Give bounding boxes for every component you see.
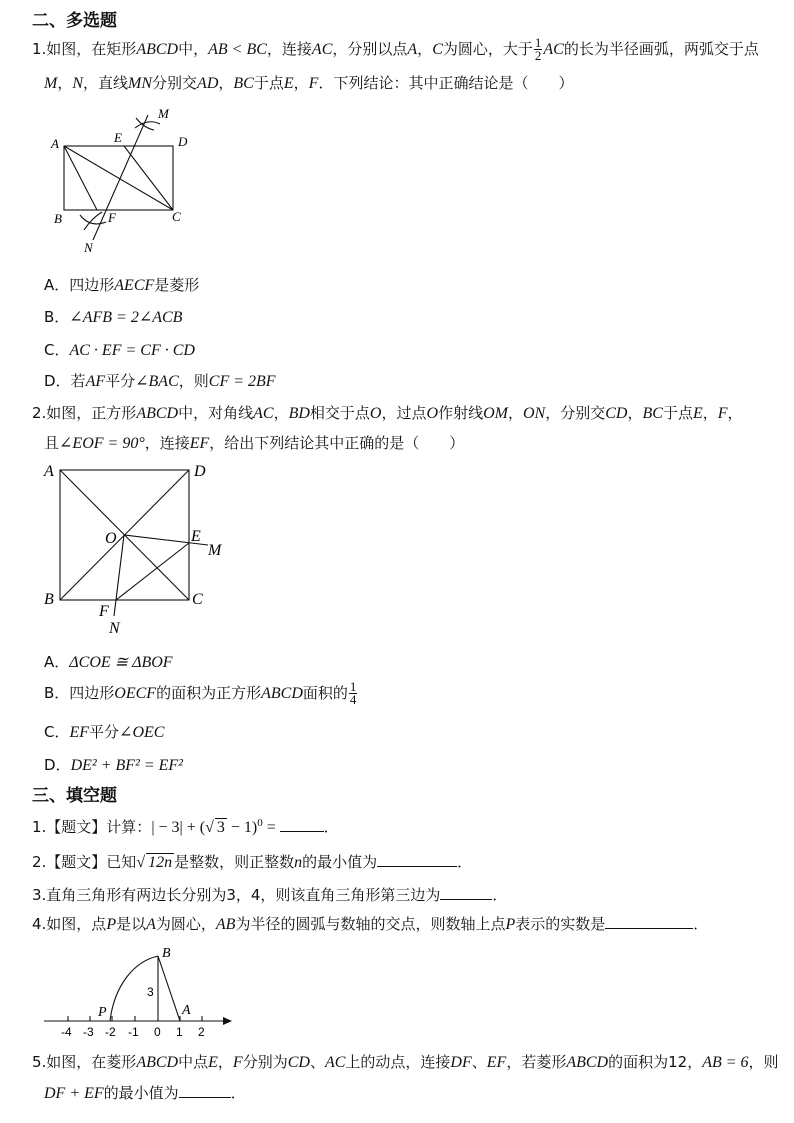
math: F (717, 405, 728, 422)
tick-label: -3 (83, 1025, 94, 1039)
label-P: P (98, 1005, 107, 1020)
text: ． (492, 886, 508, 904)
text: 2.【题文】已知 (32, 853, 137, 871)
fill-q4 (32, 913, 708, 934)
text: ， (702, 404, 718, 422)
option-text: 平分 (105, 372, 136, 390)
label-F: F (99, 603, 109, 620)
q2-option-d[interactable] (44, 754, 183, 775)
option-text: D．若 (44, 372, 86, 390)
text: 1.如图，在矩形 (32, 40, 137, 58)
sqrt-radicand: 3 (216, 819, 225, 836)
section-heading-multiple-choice: 二、多选题 (32, 11, 117, 31)
text: 是以 (116, 915, 147, 933)
q1-option-c[interactable] (44, 339, 195, 360)
math: ∠AFB = 2∠ACB (69, 309, 183, 326)
math: DE² + BF² = EF² (70, 757, 183, 774)
label-M: M (158, 106, 169, 121)
text: ，连接 (266, 40, 312, 58)
label-A: A (51, 136, 59, 151)
math: EF (189, 435, 210, 452)
math: P (106, 916, 117, 933)
option-text: B．四边形 (44, 684, 115, 702)
q1-option-b[interactable] (44, 306, 182, 327)
option-text: D． (44, 756, 71, 774)
sqrt: √ 12n (136, 854, 173, 871)
text: 为圆心， (155, 915, 216, 933)
math: − 1) (226, 819, 258, 836)
label-A: A (44, 463, 54, 480)
math: | − 3| + ( (151, 819, 206, 836)
math: F (308, 75, 319, 92)
option-text: 是菱形 (154, 276, 200, 294)
math: P (505, 916, 516, 933)
math: AC (543, 41, 564, 58)
math: BC (642, 405, 663, 422)
math: ABCD (136, 405, 179, 422)
q2-option-c[interactable] (44, 721, 164, 742)
math: AB = 6 (702, 1054, 749, 1071)
math: CD (605, 405, 628, 422)
math: E (692, 405, 703, 422)
math: AC (253, 405, 274, 422)
text: ， (217, 1053, 233, 1071)
math: = (262, 819, 280, 836)
math: ∠BAC (135, 373, 179, 390)
numerator: 1 (349, 679, 357, 694)
text: 分别为 (242, 1053, 288, 1071)
text: ，若菱形 (506, 1053, 567, 1071)
text: ，则 (748, 1053, 779, 1071)
text: ，过点 (381, 404, 427, 422)
label-F: F (108, 210, 116, 225)
text: 4.如图，点 (32, 915, 107, 933)
text: ． (230, 1084, 246, 1102)
text: ，分别交 (545, 404, 606, 422)
option-text: C． (44, 341, 70, 359)
math: ∠EOF = 90° (59, 435, 145, 452)
math: OECF (114, 685, 157, 702)
sqrt: √ 3 (205, 819, 225, 836)
text: ， (273, 404, 289, 422)
tick-label: -2 (105, 1025, 116, 1039)
math: AB (215, 916, 236, 933)
math: AF (85, 373, 106, 390)
text: ，给出下列结论其中正确的是（ ） (209, 434, 465, 452)
answer-blank[interactable] (280, 817, 324, 832)
answer-blank[interactable] (440, 885, 492, 900)
math: AC · EF = CF · CD (69, 342, 195, 359)
text: 3.直角三角形有两边长分别为3，4，则该直角三角形第三边为 (32, 886, 441, 904)
fill-q2 (32, 851, 472, 872)
math: E (283, 75, 294, 92)
option-text: ，则 (178, 372, 209, 390)
text: 、 (471, 1053, 487, 1071)
fill-q5-line1 (32, 1051, 779, 1072)
text: 于点 (662, 404, 693, 422)
text: 作射线 (438, 404, 484, 422)
text: 的面积为12， (608, 1053, 703, 1071)
label-height: 3 (147, 985, 154, 999)
math: E (208, 1054, 218, 1071)
text: 的长为半径画弧，两弧交于点 (563, 40, 759, 58)
fill-q3 (32, 884, 507, 905)
exponent: 0 (257, 817, 263, 829)
math: DF (450, 1054, 472, 1071)
math: F (232, 1054, 243, 1071)
q2-line2 (44, 432, 464, 453)
math: ABCD (566, 1054, 609, 1071)
q2-line1 (32, 402, 743, 423)
text: ．下列结论：其中正确结论是（ ） (318, 74, 574, 92)
q2-option-b[interactable] (44, 681, 358, 706)
option-text: B． (44, 308, 70, 326)
label-B: B (162, 946, 171, 961)
option-text: 面积的 (302, 684, 348, 702)
label-C: C (172, 209, 181, 224)
math: OM (483, 405, 508, 422)
math: n (294, 854, 303, 871)
answer-blank[interactable] (377, 852, 457, 867)
label-D: D (178, 134, 188, 149)
math: M (44, 75, 58, 92)
number-line-figure (40, 940, 240, 1040)
math: A (146, 916, 156, 933)
math: C (432, 41, 443, 58)
label-N: N (84, 240, 93, 255)
math: CD (287, 1054, 310, 1071)
text: ，连接 (144, 434, 190, 452)
label-N: N (109, 620, 120, 637)
tick-label: 2 (198, 1025, 205, 1039)
text: 5.如图，在菱形 (32, 1053, 137, 1071)
math: EF (69, 724, 90, 741)
text: 的最小值为 (302, 853, 378, 871)
denominator: 2 (534, 48, 542, 63)
text: 为圆心，大于 (442, 40, 533, 58)
label-O: O (105, 530, 117, 547)
q1-option-d[interactable] (44, 370, 276, 391)
section-heading-fill-in: 三、填空题 (32, 786, 117, 806)
text: 1.【题文】计算： (32, 818, 152, 836)
math: BC (233, 75, 254, 92)
text: ． (457, 853, 473, 871)
math: O (426, 405, 439, 422)
fraction-quarter (349, 681, 358, 706)
sqrt-radicand: 12n (148, 854, 173, 871)
option-text: 平分 (89, 723, 120, 741)
q2-option-a[interactable] (44, 651, 173, 672)
q1-line2 (44, 72, 573, 93)
fraction-half (534, 37, 543, 62)
math: CF = 2BF (208, 373, 276, 390)
option-text: A． (44, 653, 70, 671)
label-M: M (208, 542, 222, 559)
q1-rectangle-figure (40, 100, 200, 260)
label-D: D (194, 463, 206, 480)
text: ． (693, 915, 709, 933)
fill-q5-line2 (44, 1082, 246, 1103)
text: 分别交 (152, 74, 198, 92)
math: AC (324, 1054, 346, 1071)
tick-label: 0 (154, 1025, 161, 1039)
math: N (72, 75, 84, 92)
text: 于点 (253, 74, 284, 92)
text: 的最小值为 (103, 1084, 179, 1102)
math: ABCD (136, 41, 179, 58)
text: ， (627, 404, 643, 422)
text: ， (57, 74, 73, 92)
tick-label: 1 (176, 1025, 183, 1039)
tick-label: -1 (128, 1025, 139, 1039)
denominator: 4 (349, 692, 357, 707)
text: ． (323, 818, 339, 836)
text: 2.如图，正方形 (32, 404, 137, 422)
text: ，直线 (83, 74, 129, 92)
math: DF + EF (44, 1085, 104, 1102)
math: ABCD (136, 1054, 179, 1071)
q1-option-a[interactable] (44, 274, 199, 295)
option-text: A．四边形 (44, 276, 115, 294)
label-C: C (192, 591, 203, 608)
text: ， (218, 74, 234, 92)
text: ， (727, 404, 743, 422)
label-A: A (182, 1003, 191, 1018)
math: ∠OEC (119, 724, 165, 741)
text: 表示的实数是 (515, 915, 606, 933)
math: AD (197, 75, 219, 92)
text: ，分别以点 (332, 40, 408, 58)
option-text: 的面积为正方形 (156, 684, 262, 702)
math: ON (522, 405, 546, 422)
math: ΔCOE ≅ ΔBOF (69, 654, 173, 671)
math: MN (128, 75, 153, 92)
fill-q1 (32, 816, 339, 837)
math: EF (486, 1054, 507, 1071)
label-B: B (44, 591, 54, 608)
text: 中，对角线 (178, 404, 254, 422)
label-E: E (191, 528, 201, 545)
text: 是整数，则正整数 (174, 853, 295, 871)
math: BD (288, 405, 310, 422)
tick-label: -4 (61, 1025, 72, 1039)
math: AC (311, 41, 333, 58)
answer-blank[interactable] (179, 1083, 231, 1098)
text: 且 (44, 434, 60, 452)
label-B: B (54, 211, 62, 226)
label-E: E (114, 130, 122, 145)
math: O (369, 405, 382, 422)
text: ， (417, 40, 433, 58)
option-text: C． (44, 723, 70, 741)
math: A (407, 41, 418, 58)
text: 相交于点 (309, 404, 370, 422)
q2-square-figure (38, 458, 238, 640)
text: 中， (178, 40, 209, 58)
text: 上的动点，连接 (345, 1053, 451, 1071)
text: 中点 (178, 1053, 209, 1071)
text: ， (507, 404, 523, 422)
text: 、 (309, 1053, 325, 1071)
answer-blank[interactable] (605, 914, 693, 929)
q1-line1 (32, 37, 759, 62)
text: 为半径的圆弧与数轴的交点，则数轴上点 (235, 915, 506, 933)
math: AB < BC (208, 41, 267, 58)
math: AECF (114, 277, 155, 294)
numerator: 1 (534, 35, 542, 50)
text: ， (293, 74, 309, 92)
math: ABCD (261, 685, 303, 702)
